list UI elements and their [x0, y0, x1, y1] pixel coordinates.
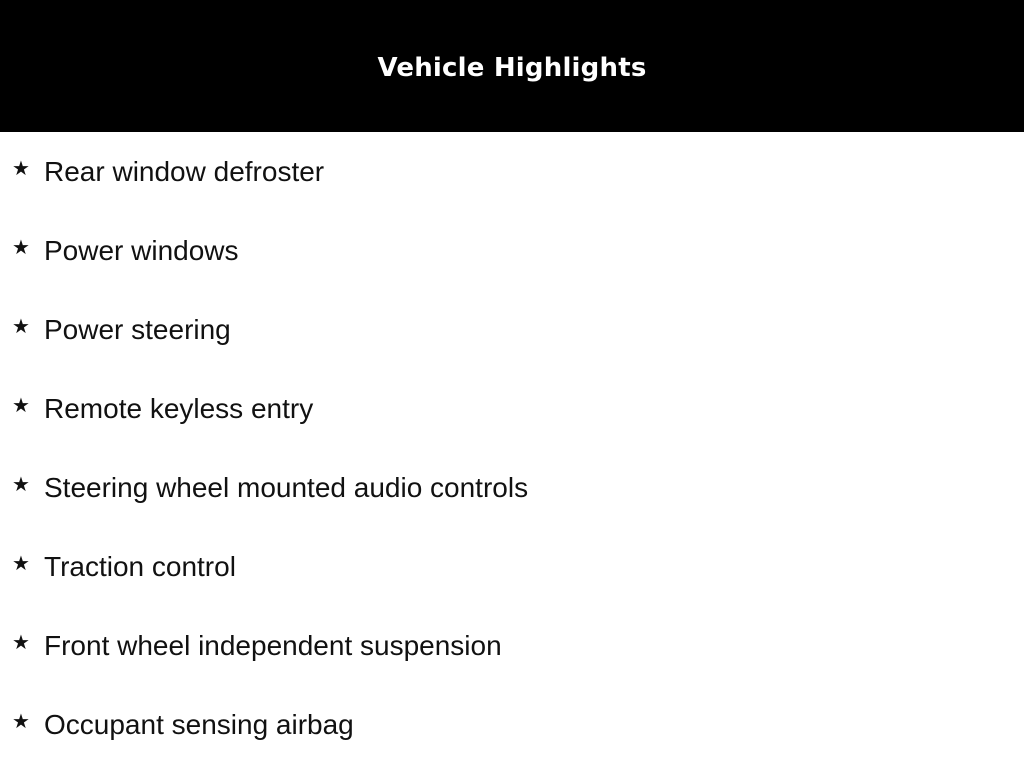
- star-icon: ★: [12, 551, 30, 575]
- star-icon: ★: [12, 630, 30, 654]
- list-item: [0, 705, 354, 745]
- page-title: Vehicle Highlights: [377, 53, 647, 83]
- list-item-label: Power steering: [44, 314, 231, 345]
- list-item: [0, 389, 313, 429]
- list-item: [0, 468, 528, 508]
- list-item-label: Power windows: [44, 235, 239, 266]
- star-icon: ★: [12, 314, 30, 338]
- star-icon: ★: [12, 393, 30, 417]
- list-item: [0, 152, 324, 192]
- star-icon: ★: [12, 235, 30, 259]
- list-item-label: Front wheel independent suspension: [44, 630, 502, 661]
- list-item: [0, 231, 239, 271]
- list-item-label: Occupant sensing airbag: [44, 709, 354, 740]
- star-icon: ★: [12, 156, 30, 180]
- list-item: [0, 547, 236, 587]
- list-item-label: Remote keyless entry: [44, 393, 314, 424]
- list-item: [0, 626, 502, 666]
- page-header: [0, 0, 1024, 132]
- list-item-label: Steering wheel mounted audio controls: [44, 472, 529, 503]
- list-item: [0, 310, 231, 350]
- list-item-label: Traction control: [44, 551, 236, 582]
- list-item-label: Rear window defroster: [44, 156, 325, 187]
- star-icon: ★: [12, 709, 30, 733]
- star-icon: ★: [12, 472, 30, 496]
